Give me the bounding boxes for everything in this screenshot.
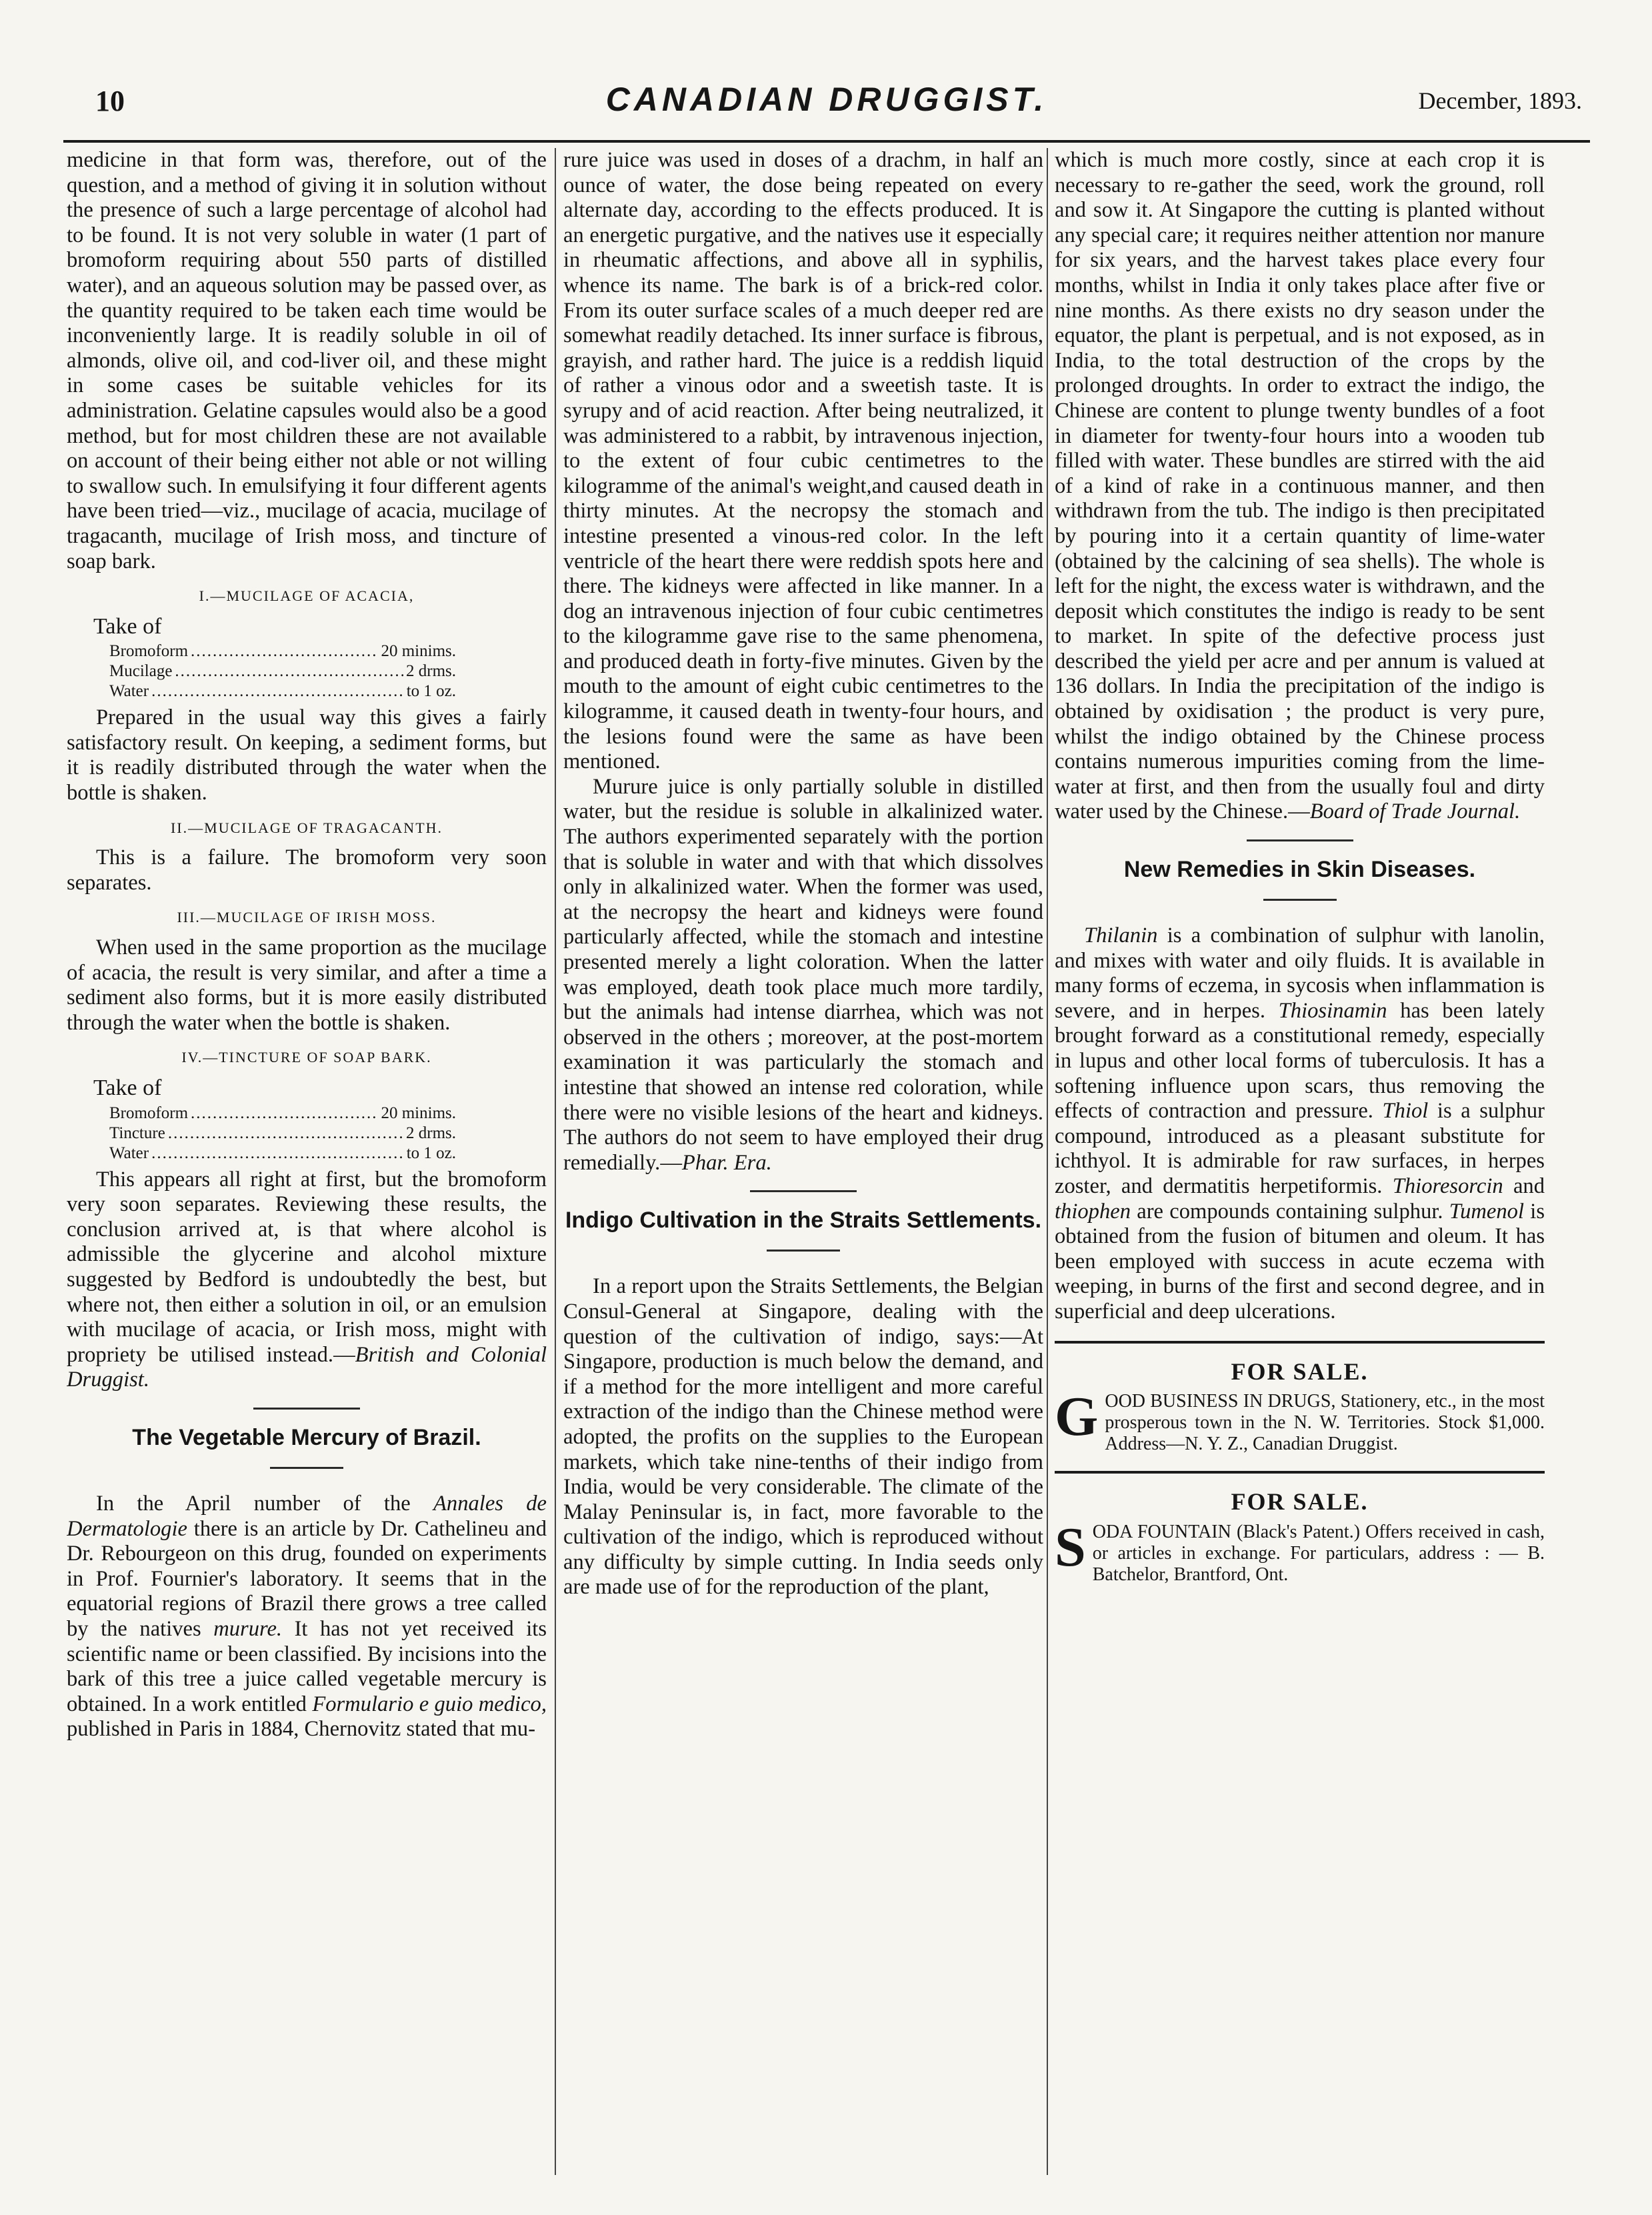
recipe-row (109, 681, 456, 701)
quantity: 20 minims. (381, 1103, 456, 1122)
source-credit: British and Colonial Druggist. (67, 1342, 547, 1392)
paragraph (67, 1168, 547, 1393)
quantity: to 1 oz. (406, 1144, 456, 1162)
paragraph-text: has been lately brought forward as a constitutional remedy, especially in lupus and other local forms of tuberculosis. It has a softening influence upon scars, thus removing the effects of contraction and pressure. (1055, 998, 1545, 1124)
paragraph (67, 1492, 547, 1742)
article-heading: New Remedies in Skin Diseases. (1123, 857, 1476, 883)
ingredient: Bromoform (109, 1103, 189, 1122)
article-divider (750, 1190, 857, 1192)
page-number: 10 (95, 85, 125, 117)
italic-text: murure. (213, 1616, 283, 1641)
paragraph-text: there is an article by Dr. Cathelineu and Dr. Rebourgeon on this drug, founded on experiments in Prof. Fournier's laboratory. It seems that in the equatorial regions of Brazil there grows a tree called by the natives (67, 1516, 547, 1641)
italic-text: thiophen (1055, 1199, 1131, 1224)
article-divider (1247, 839, 1353, 841)
paragraph: Prepared in the usual way this gives a fairly satisfactory result. On keeping, a sediment forms, but it is readily distributed through the water when the bottle is shaken. (67, 705, 547, 805)
paragraph: rure juice was used in doses of a drachm, in half an ounce of water, the dose being repeated on every alternate day, according to the effects produced. It is an energetic purgative, and the natives use it especially in rheumatic affections, and above all in syphilis, whence its name. The bark is of a brick-red color. From its outer surface scales of a much deeper red are somewhat readily detached. Its inner surface is fibrous, grayish, and rather hard. The juice is a reddish liquid of rather a vinous odor and a sweetish taste. It is syrupy and of acid reaction. After being neutralized, it was administered to a rabbit, by intravenous injection, to the extent of four cubic centimetres to the kilogramme of the animal's weight,and caused death in thirty minutes. At the necropsy the stomach and intestine presented a vinous-red color. In the left ventricle of the heart there were reddish spots here and there. The kidneys were affected in like manner. In a dog an intravenous injection of four cubic centimetres to the kilogramme gave rise to the same phenomena, and produced death in forty-five minutes. Given by the mouth to the amount of eight cubic centimetres to the kilogramme, it caused death in twenty-four hours, and the lesions found were the same as have been mentioned. (563, 148, 1043, 774)
paragraph-text: is a combination of sulphur with lanolin, and mixes with water and oily fluids. It is available in many forms of eczema, in sycosis when inflammation is severe, and in herpes. (1055, 923, 1545, 1023)
ad-text: OOD BUSINESS IN DRUGS, Stationery, etc., in the most prosperous town in the N. W. Territories. Stock $1,000. Address—N. Y. Z., Canadian Druggist. (1105, 1391, 1545, 1455)
recipe-row (109, 661, 456, 681)
ingredient: Bromoform (109, 642, 189, 661)
heading-rule (270, 1467, 343, 1469)
leader-dots (175, 661, 403, 681)
leader-dots (151, 681, 404, 701)
ingredient: Water (109, 682, 149, 701)
paragraph-text: and (1503, 1174, 1545, 1198)
for-sale-heading: FOR SALE. (1231, 1488, 1369, 1516)
page-header (63, 79, 1590, 125)
leader-dots (151, 1144, 404, 1164)
paragraph: When used in the same proportion as the mucilage of acacia, the result is very similar, and after a time a sediment also forms, but it is more easily distributed through the water when the bottle is shaken. (67, 935, 547, 1035)
recipe-table (109, 641, 456, 701)
italic-text: Tumenol (1449, 1199, 1525, 1224)
source-credit: Phar. Era. (681, 1150, 772, 1175)
column-rule (1047, 148, 1048, 2175)
paragraph-text: In the April number of the (96, 1491, 434, 1516)
paragraph: This is a failure. The bromoform very soon separates. (67, 845, 547, 895)
paragraph-text: are compounds containing sulphur. (1131, 1199, 1449, 1224)
quantity: to 1 oz. (406, 682, 456, 701)
take-of-label: Take of (93, 613, 162, 639)
ingredient: Water (109, 1144, 149, 1162)
article-heading: The Vegetable Mercury of Brazil. (132, 1424, 481, 1450)
paragraph: medicine in that form was, therefore, out of the question, and a method of giving it in solution without the presence of such a large percentage of alcohol had to be found. It is not very soluble in water (1 part of bromoform requiring about 550 parts of distilled water), and an aqueous solution may be passed over, as the quantity required to be taken each time would be inconveniently large. It is readily soluble in oil of almonds, olive oil, and cod-liver oil, and these might in some cases be suitable vehicles for its administration. Gelatine capsules would also be a good method, but for most children these are not available on account of their being either not able or not willing to swallow such. In emulsifying it four different agents have been tried—viz., mucilage of acacia, mucilage of tragacanth, mucilage of Irish moss, and tincture of soap bark. (67, 148, 547, 573)
issue-date: December, 1893. (1418, 87, 1582, 114)
paragraph-text: is obtained from the fusion of bitumen and oleum. It has been employed with success in acute eczema with weeping, in burns of the first and second degree, and in superficial and deep ulcerations. (1055, 1199, 1545, 1324)
leader-dots (168, 1124, 403, 1144)
italic-text: Thilanin (1084, 923, 1158, 948)
recipe-row (109, 641, 456, 661)
drop-cap: G (1055, 1386, 1099, 1448)
drop-cap: S (1055, 1516, 1086, 1578)
leader-dots (191, 641, 378, 661)
article-divider (253, 1408, 360, 1410)
leader-dots (191, 1103, 378, 1124)
classified-ad (1055, 1516, 1545, 1586)
recipe-table (109, 1103, 456, 1164)
recipe-row (109, 1144, 456, 1164)
ad-text: ODA FOUNTAIN (Black's Patent.) Offers received in cash, or articles in exchange. For particulars, address : — B. Batchelor, Brantford, Ont. (1092, 1521, 1545, 1585)
paragraph-text: is a sulphur compound, introduced as a pleasant substitute for ichthyol. It is admirable for raw surfaces, in herpes zoster, and dermatitis herpetiformis. (1055, 1099, 1545, 1198)
paragraph: In a report upon the Straits Settlements, the Belgian Consul-General at Singapore, dealing with the question of the cultivation of indigo, says:—At Singapore, production is much below the demand, and if a method for the more intelligent and more careful extraction of the indigo than the Chinese method were adopted, the profits on the supplies to the European markets, which take nine-tenths of their indigo from India, would be very considerable. The climate of the Malay Peninsular is, in fact, more favorable to the cultivation of the indigo, which is reproduced without any difficulty by simple cutting. In India seeds only are made use of for the reproduction of the plant, (563, 1274, 1043, 1600)
ad-rule (1055, 1471, 1545, 1474)
ingredient: Tincture (109, 1124, 165, 1142)
subheading: II.—MUCILAGE OF TRAGACANTH. (170, 819, 443, 836)
quantity: 20 minims. (381, 642, 456, 661)
quantity: 2 drms. (406, 662, 456, 681)
quantity: 2 drms. (406, 1124, 456, 1142)
column-2 (563, 148, 1043, 2182)
paragraph-text: which is much more costly, since at each crop it is necessary to re-gather the seed, work the ground, roll and sow it. At Singapore the cutting is planted without any special care; it requires neither attention nor manure for six years, and the harvest takes place every four months, whilst in India it only takes place after five or nine months. As there exists no dry season under the equator, the plant is perpetual, and is not exposed, as in India, to the total destruction of the crops by the prolonged droughts. In order to extract the indigo, the Chinese are content to plunge twenty bundles of a foot in diameter for twenty-four hours into a wooden tub filled with water. These bundles are stirred with the aid of a kind of rake in a continuous manner, and then withdrawn from the tub. The indigo is then precipitated by pouring into it a certain quantity of lime-water (obtained by the calcining of sea shells). The whole is left for the night, the excess water is withdrawn, and the deposit which constitutes the indigo is ready to be sent to market. In spite of the defective process just described the yield per acre and per annum is valued at 136 dollars. In India the precipitation of the indigo is obtained by oxidisation ; the product is very pure, whilst the indigo obtained by the Chinese process contains numerous impurities coming from the lime-water at first, and then from the usually foul and dirty water used by the Chinese.— (1055, 148, 1545, 824)
article-heading: Indigo Cultivation in the Straits Settlements. (565, 1208, 1042, 1234)
header-rule (63, 140, 1590, 143)
paragraph-text: Murure juice is only partially soluble in distilled water, but the residue is soluble in alkalinized water. The authors experimented separately with the portion that is soluble in water and with that which dissolves only in alkalinized water. When the former was used, at the necropsy the heart and kidneys were found particularly affected, while the stomach and intestine presented merely a light coloration. When the latter was employed, death took place much more tardily, but the animals had intense diarrhea, which was not observed in the others ; moreover, at the post-mortem examination it was particularly the stomach and intestine that showed an intense red coloration, while there were no visible lesions of the heart and kidneys. The authors do not seem to have employed their drug remedially.— (563, 774, 1043, 1175)
italic-text: Thiosinamin (1278, 998, 1387, 1023)
heading-rule (767, 1250, 840, 1252)
paragraph (1055, 148, 1545, 825)
column-3 (1055, 148, 1545, 2182)
italic-text: Annales de Dermatologie (67, 1491, 547, 1541)
ad-rule (1055, 1341, 1545, 1344)
source-credit: Board of Trade Journal. (1309, 799, 1521, 824)
column-rule (555, 148, 556, 2175)
paragraph-text: It has not yet received its scientific name or been classified. By incisions into the bark of this tree a juice called vegetable mercury is obtained. In a work entitled (67, 1616, 547, 1716)
italic-text: Formulario e guio medico, (312, 1692, 547, 1716)
paragraph-text: published in Paris in 1884, Chernovitz stated that mu- (67, 1717, 536, 1742)
subheading: IV.—TINCTURE OF SOAP BARK. (181, 1049, 432, 1066)
italic-text: Thiol (1382, 1099, 1429, 1124)
recipe-row (109, 1124, 456, 1144)
heading-rule (1263, 899, 1337, 901)
for-sale-heading: FOR SALE. (1231, 1358, 1369, 1385)
paragraph (1055, 923, 1545, 1325)
classified-ad (1055, 1386, 1545, 1455)
subheading: III.—MUCILAGE OF IRISH MOSS. (177, 909, 437, 926)
column-1 (67, 148, 547, 2182)
recipe-row (109, 1103, 456, 1124)
italic-text: Thioresorcin (1392, 1174, 1503, 1198)
masthead-title: CANADIAN DRUGGIST. (605, 81, 1048, 118)
take-of-label: Take of (93, 1075, 162, 1100)
paragraph-text: This appears all right at first, but the bromoform very soon separates. Reviewing these results, the conclusion arrived at, is that where alcohol is admissible the glycerine and alcohol mixture suggested by Bedford is undoubtedly the best, but where not, then either a solution in oil, or an emulsion with mucilage of acacia, or Irish moss, might with propriety be utilised instead.— (67, 1167, 547, 1367)
paragraph (563, 775, 1043, 1176)
ingredient: Mucilage (109, 662, 173, 681)
subheading: I.—MUCILAGE OF ACACIA, (199, 587, 415, 605)
